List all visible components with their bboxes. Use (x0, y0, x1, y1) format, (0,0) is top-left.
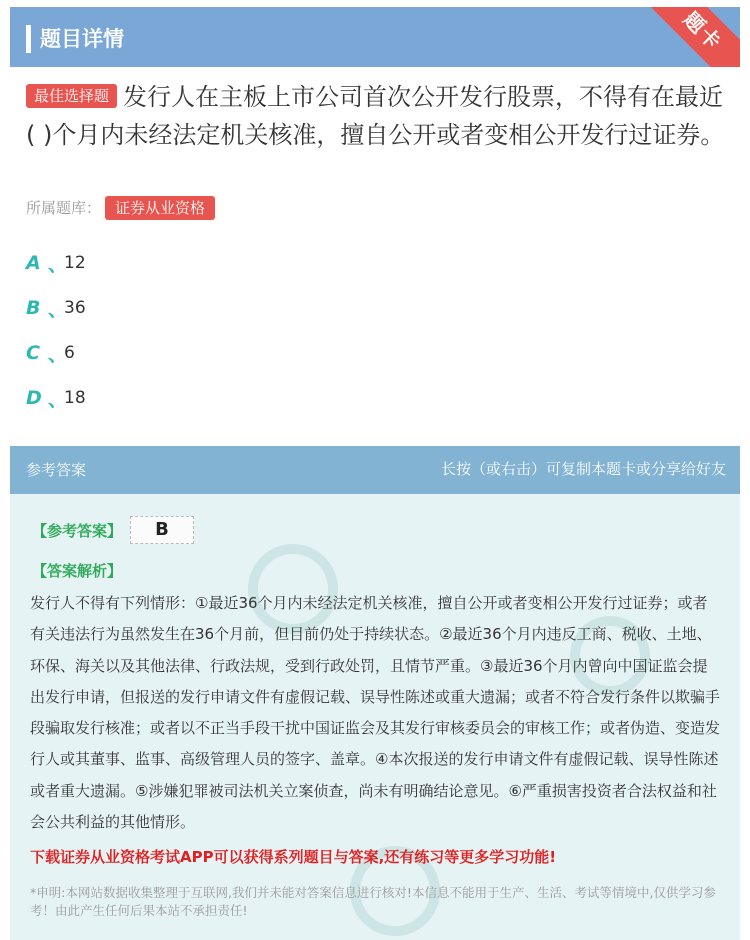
ribbon-label: 题卡 (636, 7, 740, 67)
disclaimer-text: *申明:本网站数据收集整理于互联网,我们并未能对答案信息进行核对!本信息不能用于生产、生活、考试等情境中,仅供学习参考！由此产生任何后果本站不承担责任! (30, 885, 716, 918)
question-bank-label: 所属题库： (26, 199, 102, 217)
option-separator: 、 (48, 343, 68, 366)
answer-header (10, 446, 740, 494)
option-letter: D (26, 387, 42, 409)
question-bank (26, 196, 215, 220)
answer-panel (10, 446, 740, 940)
option-letter: C (26, 342, 40, 364)
page-title: 题目详情 (40, 27, 124, 51)
reference-answer-label: 【参考答案】 (32, 521, 123, 540)
reference-answer (32, 516, 194, 544)
option-separator: 、 (48, 298, 68, 321)
option-d[interactable] (26, 383, 86, 413)
option-value: 18 (64, 388, 86, 408)
option-letter: B (26, 297, 41, 319)
header-accent-bar (26, 25, 31, 53)
option-a[interactable] (26, 248, 86, 278)
analysis-label: 【答案解析】 (32, 562, 123, 580)
reference-answer-value: B (130, 516, 194, 544)
option-value: 12 (64, 253, 86, 273)
question-text-wrapper (26, 78, 726, 154)
question-type-badge: 最佳选择题 (26, 84, 117, 108)
option-b[interactable] (26, 293, 86, 323)
app-download-promo[interactable]: 下载证券从业资格考试APP可以获得系列题目与答案,还有练习等更多学习功能! (30, 848, 557, 866)
question-bank-tag[interactable]: 证券从业资格 (105, 196, 215, 220)
answer-header-title: 参考答案 (26, 461, 87, 479)
analysis-text: 发行人不得有下列情形：①最近36个月内未经法定机关核准，擅自公开或者变相公开发行过证券；或者有关违法行为虽然发生在36个月前，但目前仍处于持续状态。②最近36个月内违反工商、税收、土地、环保、海关以及其他法律、行政法规，受到行政处罚，且情节严重。③最近36个月内曾向中国证监会提出发行申请，但报送的发行申请文件有虚假记载、误导性陈述或重大遗漏；或者不符合发行条件以欺骗手段骗取发行核准；或者以不正当手段干扰中国证监会及其发行审核委员会的审核工作；或者伪造、变造发行人或其董事、监事、高级管理人员的签字、盖章。④本次报送的发行申请文件有虚假记载、误导性陈述或者重大遗漏。⑤涉嫌犯罪被司法机关立案侦查，尚未有明确结论意见。⑥严重损害投资者合法权益和社会公共利益的其他情形。 (30, 594, 721, 832)
option-value: 36 (64, 298, 86, 318)
page-header (10, 7, 740, 67)
option-letter: A (26, 252, 41, 274)
option-c[interactable] (26, 338, 75, 368)
option-separator: 、 (48, 388, 68, 411)
corner-ribbon (620, 7, 740, 67)
question-block (26, 78, 726, 154)
share-hint: 长按（或右击）可复制本题卡或分享给好友 (440, 460, 726, 478)
option-separator: 、 (48, 253, 68, 276)
question-text: 发行人在主板上市公司首次公开发行股票，不得有在最近( )个月内未经法定机关核准，擅自公开或者变相公开发行过证券。 (26, 83, 725, 149)
option-value: 6 (64, 343, 75, 363)
